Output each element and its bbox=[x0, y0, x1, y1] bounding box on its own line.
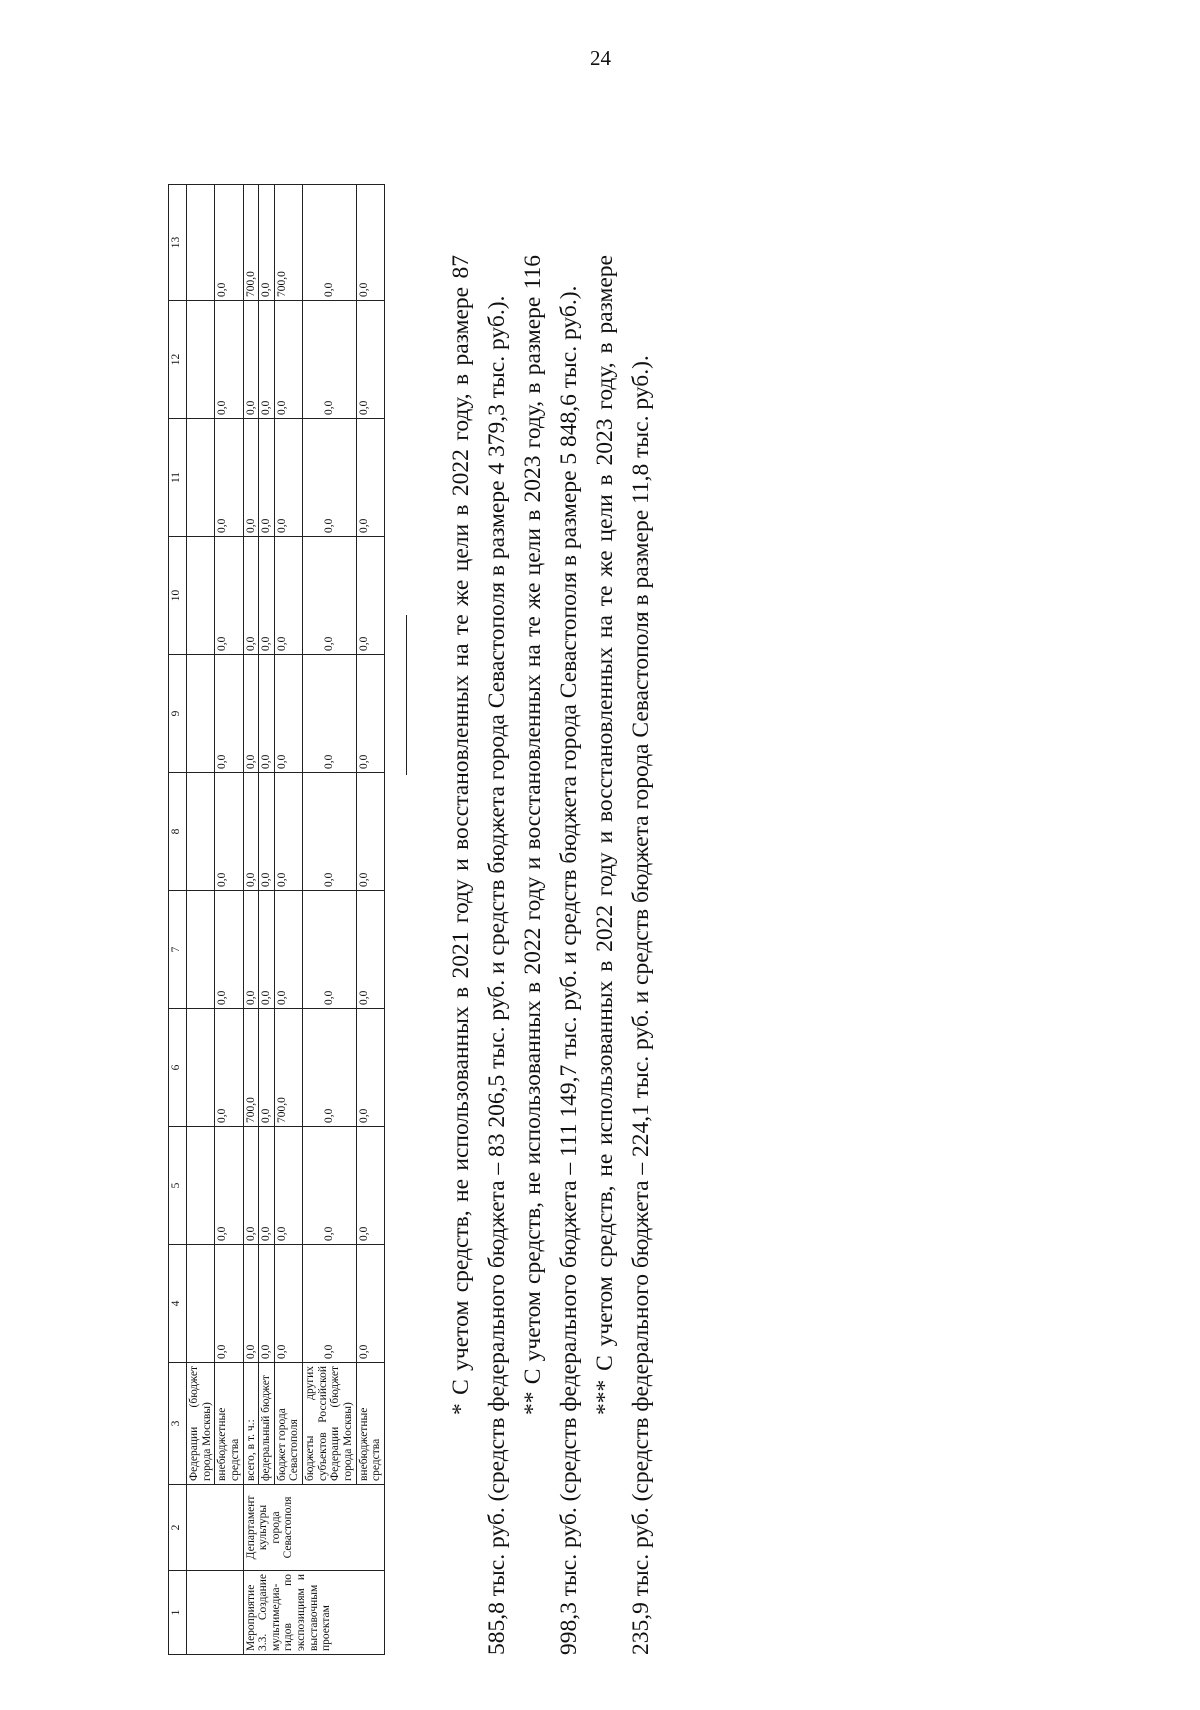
value-cell: 0,0 bbox=[303, 773, 357, 891]
value-cell: 0,0 bbox=[303, 1127, 357, 1245]
value-cell: 0,0 bbox=[274, 773, 302, 891]
value-cell: 700,0 bbox=[243, 1009, 259, 1127]
footnote bbox=[515, 255, 587, 1655]
column-number: 10 bbox=[169, 537, 187, 655]
value-cell: 0,0 bbox=[259, 1127, 275, 1245]
value-cell: 0,0 bbox=[303, 1245, 357, 1363]
value-cell: 0,0 bbox=[259, 419, 275, 537]
value-cell: 0,0 bbox=[356, 891, 384, 1009]
source-label: внебюджетные средства bbox=[356, 1363, 384, 1485]
column-number: 13 bbox=[169, 185, 187, 301]
footnote-rest: 235,9 тыс. руб. (средств федерального бюджета – 224,1 тыс. руб. и средств бюджета города Севастополя в размере 11,8 тыс. руб.). bbox=[628, 355, 654, 1655]
table-row bbox=[274, 185, 302, 1655]
value-cell bbox=[187, 891, 215, 1009]
column-number: 8 bbox=[169, 773, 187, 891]
value-cell: 700,0 bbox=[243, 185, 259, 301]
value-cell: 0,0 bbox=[243, 419, 259, 537]
column-number: 2 bbox=[169, 1485, 187, 1571]
value-cell bbox=[187, 185, 215, 301]
value-cell: 0,0 bbox=[303, 537, 357, 655]
value-cell: 0,0 bbox=[243, 537, 259, 655]
value-cell: 0,0 bbox=[243, 301, 259, 419]
column-number: 4 bbox=[169, 1245, 187, 1363]
column-number: 9 bbox=[169, 655, 187, 773]
value-cell: 0,0 bbox=[356, 655, 384, 773]
column-number: 7 bbox=[169, 891, 187, 1009]
budget-table bbox=[168, 184, 385, 1655]
measure-executor: Департамент культуры города Севастополя bbox=[243, 1485, 384, 1571]
value-cell: 0,0 bbox=[356, 185, 384, 301]
value-cell: 0,0 bbox=[215, 1245, 243, 1363]
value-cell bbox=[187, 301, 215, 419]
value-cell: 0,0 bbox=[303, 891, 357, 1009]
value-cell: 0,0 bbox=[303, 419, 357, 537]
measure-name: Мероприятие 3.3. Создание мультимедиа-гидов по экспозициям и выставочным проектам bbox=[243, 1571, 384, 1655]
source-label: бюджеты других субъектов Российской Федерации (бюджет города Москвы) bbox=[303, 1363, 357, 1485]
source-label: федеральный бюджет bbox=[259, 1363, 275, 1485]
table-row bbox=[187, 185, 215, 1655]
column-number: 3 bbox=[169, 1363, 187, 1485]
value-cell: 0,0 bbox=[243, 1127, 259, 1245]
value-cell: 0,0 bbox=[215, 773, 243, 891]
value-cell: 0,0 bbox=[259, 537, 275, 655]
empty-cell bbox=[187, 1571, 244, 1655]
footnote bbox=[443, 255, 515, 1655]
value-cell: 0,0 bbox=[356, 1127, 384, 1245]
value-cell: 0,0 bbox=[259, 773, 275, 891]
column-number: 1 bbox=[169, 1571, 187, 1655]
table-row bbox=[356, 185, 384, 1655]
value-cell: 0,0 bbox=[303, 301, 357, 419]
value-cell bbox=[187, 1245, 215, 1363]
value-cell bbox=[187, 773, 215, 891]
value-cell: 0,0 bbox=[259, 655, 275, 773]
column-number: 12 bbox=[169, 301, 187, 419]
value-cell: 0,0 bbox=[215, 185, 243, 301]
value-cell: 0,0 bbox=[356, 537, 384, 655]
source-label: бюджет города Севастополя bbox=[274, 1363, 302, 1485]
footnote-lead: ** С учетом средств, не использованных в 2022 году и восстановленных на те же цели в 2023 году, в размере bbox=[520, 296, 546, 1415]
table-row bbox=[303, 185, 357, 1655]
source-label: внебюджетные средства bbox=[215, 1363, 243, 1485]
value-cell: 0,0 bbox=[215, 891, 243, 1009]
footnotes bbox=[443, 255, 659, 1655]
source-label: Федерации (бюджет города Москвы) bbox=[187, 1363, 215, 1485]
column-number: 6 bbox=[169, 1009, 187, 1127]
value-cell: 0,0 bbox=[243, 1245, 259, 1363]
table-row bbox=[259, 185, 275, 1655]
value-cell bbox=[187, 1127, 215, 1245]
empty-cell bbox=[187, 1485, 244, 1571]
column-number: 11 bbox=[169, 419, 187, 537]
footnote-lead: *** С учетом средств, не использованных в 2022 году и восстановленных на те же цели в 2023 году, в размере bbox=[592, 255, 618, 1415]
value-cell: 0,0 bbox=[303, 1009, 357, 1127]
page-number: 24 bbox=[590, 46, 611, 70]
source-label: всего, в т. ч.: bbox=[243, 1363, 259, 1485]
value-cell: 0,0 bbox=[259, 1245, 275, 1363]
footnote-rest: 116 998,3 тыс. руб. (средств федерального бюджета – 111 149,7 тыс. руб. и средств бюджета города Севастополя в размере 5 848,6 тыс. руб.). bbox=[520, 255, 582, 1655]
value-cell: 0,0 bbox=[274, 537, 302, 655]
value-cell: 0,0 bbox=[243, 773, 259, 891]
value-cell: 0,0 bbox=[356, 419, 384, 537]
value-cell bbox=[187, 537, 215, 655]
footnote-rest: 87 585,8 тыс. руб. (средств федерального бюджета – 83 206,5 тыс. руб. и средств бюджета города Севастополя в размере 4 379,3 тыс. руб.). bbox=[448, 254, 510, 1655]
rotated-landscape-content bbox=[168, 185, 728, 1655]
value-cell: 700,0 bbox=[274, 185, 302, 301]
value-cell: 0,0 bbox=[259, 301, 275, 419]
value-cell: 0,0 bbox=[356, 1009, 384, 1127]
value-cell: 0,0 bbox=[243, 655, 259, 773]
value-cell: 0,0 bbox=[243, 891, 259, 1009]
table-row bbox=[215, 185, 243, 1655]
value-cell: 0,0 bbox=[215, 1127, 243, 1245]
value-cell: 0,0 bbox=[274, 655, 302, 773]
value-cell: 0,0 bbox=[259, 891, 275, 1009]
value-cell: 0,0 bbox=[259, 185, 275, 301]
value-cell: 0,0 bbox=[274, 419, 302, 537]
value-cell: 0,0 bbox=[215, 537, 243, 655]
value-cell: 0,0 bbox=[259, 1009, 275, 1127]
table-row bbox=[243, 185, 259, 1655]
footnote bbox=[587, 255, 659, 1655]
value-cell: 0,0 bbox=[274, 1127, 302, 1245]
value-cell: 0,0 bbox=[215, 1009, 243, 1127]
value-cell bbox=[187, 419, 215, 537]
value-cell: 0,0 bbox=[274, 1245, 302, 1363]
value-cell: 0,0 bbox=[274, 891, 302, 1009]
value-cell: 0,0 bbox=[303, 185, 357, 301]
value-cell: 0,0 bbox=[356, 773, 384, 891]
value-cell: 0,0 bbox=[303, 655, 357, 773]
footnote-lead: * С учетом средств, не использованных в 2021 году и восстановленных на те же цели в 2022 году, в размере bbox=[448, 286, 474, 1415]
value-cell: 0,0 bbox=[356, 301, 384, 419]
separator-rule bbox=[406, 615, 407, 775]
value-cell bbox=[187, 655, 215, 773]
column-number-row bbox=[169, 185, 187, 1655]
value-cell: 0,0 bbox=[274, 301, 302, 419]
value-cell: 0,0 bbox=[215, 419, 243, 537]
value-cell bbox=[187, 1009, 215, 1127]
value-cell: 0,0 bbox=[356, 1245, 384, 1363]
value-cell: 700,0 bbox=[274, 1009, 302, 1127]
value-cell: 0,0 bbox=[215, 655, 243, 773]
value-cell: 0,0 bbox=[215, 301, 243, 419]
column-number: 5 bbox=[169, 1127, 187, 1245]
